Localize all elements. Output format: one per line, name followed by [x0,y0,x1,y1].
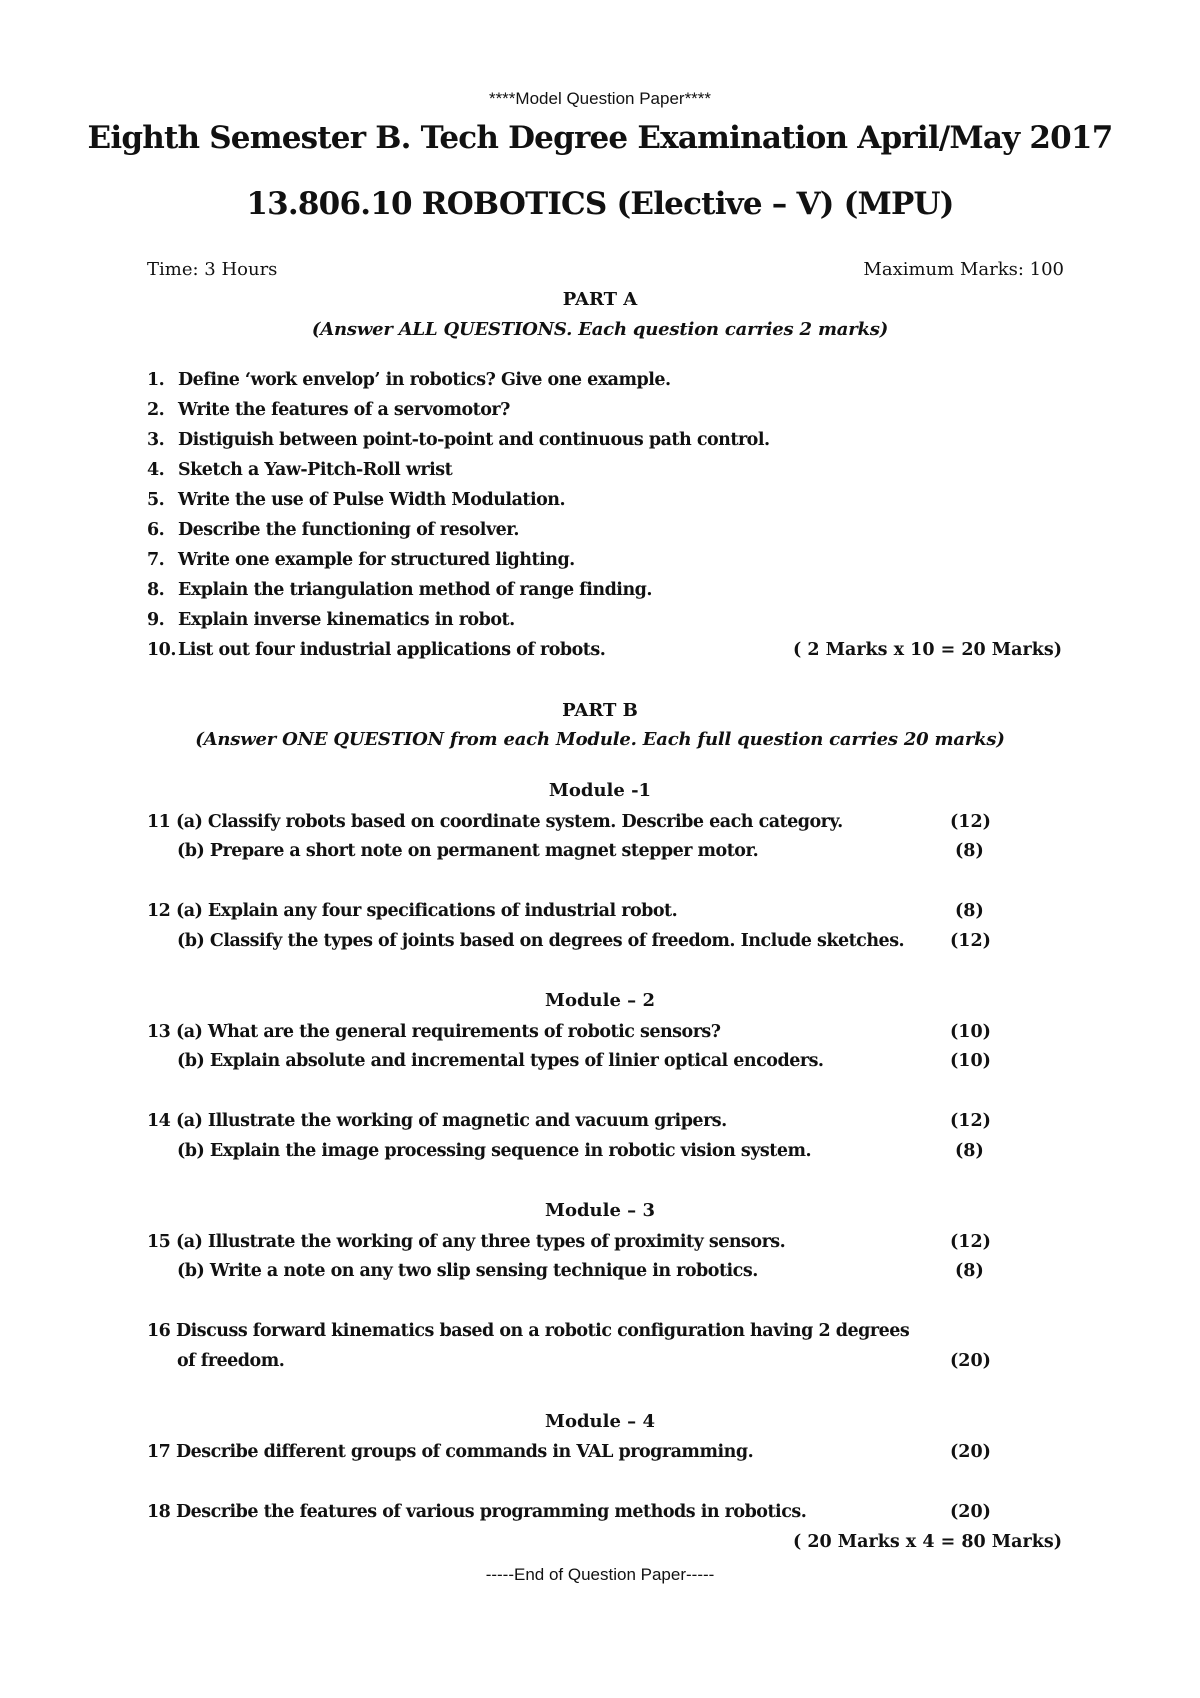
question-line: (b) Prepare a short note on permanent magnet stepper motor. [177,841,759,861]
question-line: (b) Write a note on any two slip sensing technique in robotics. [177,1261,758,1281]
question-line: (b) Explain absolute and incremental types of linier optical encoders. [177,1051,824,1071]
question-number: 1. [147,370,165,390]
question-line: 11 (a) Classify robots based on coordinate system. Describe each category. [147,812,843,832]
part-b-total-marks: ( 20 Marks x 4 = 80 Marks) [792,1532,1062,1552]
question-line: 14 (a) Illustrate the working of magnetic and vacuum gripers. [147,1111,727,1131]
part-a-question [147,430,770,450]
question-line: 12 (a) Explain any four specifications of industrial robot. [147,901,678,921]
question-text: Explain the triangulation method of range finding. [178,580,653,600]
course-title: 13.806.10 ROBOTICS (Elective – V) (MPU) [246,186,954,222]
part-a-question [147,580,652,600]
question-marks: (20) [950,1351,991,1371]
question-line: (b) Explain the image processing sequence in robotic vision system. [177,1141,812,1161]
question-line: 13 (a) What are the general requirements of robotic sensors? [147,1022,721,1042]
question-line: 17 Describe different groups of commands in VAL programming. [147,1442,754,1462]
question-marks: (10) [950,1051,991,1071]
question-text: List out four industrial applications of robots. [178,640,606,660]
question-line: 18 Describe the features of various programming methods in robotics. [147,1502,807,1522]
question-number: 3. [147,430,165,450]
module-heading: Module -1 [548,780,652,801]
part-a-question [147,550,575,570]
question-text: Describe the functioning of resolver. [178,520,519,540]
part-a-question [147,640,605,660]
question-text: Define ‘work envelop’ in robotics? Give one example. [178,370,671,390]
part-a-heading: PART A [562,289,638,310]
question-number: 9. [147,610,165,630]
module-heading: Module – 3 [545,1200,655,1221]
part-a-question [147,490,565,510]
question-marks: (8) [955,1261,984,1281]
question-marks: (12) [950,1232,991,1252]
question-number: 8. [147,580,165,600]
end-of-paper-footer: -----End of Question Paper----- [485,1565,715,1584]
question-text: Sketch a Yaw-Pitch-Roll wrist [178,460,453,480]
question-marks: (20) [950,1442,991,1462]
question-marks: (10) [950,1022,991,1042]
question-marks: (12) [950,812,991,832]
question-line: (b) Classify the types of joints based on degrees of freedom. Include sketches. [177,931,905,951]
question-text: Distiguish between point-to-point and continuous path control. [178,430,770,450]
question-line: 15 (a) Illustrate the working of any three types of proximity sensors. [147,1232,786,1252]
question-marks: (8) [955,1141,984,1161]
question-marks: (20) [950,1502,991,1522]
question-number: 10. [147,640,176,660]
question-line: of freedom. [177,1351,285,1371]
part-a-question [147,370,671,390]
question-marks: (12) [950,931,991,951]
part-a-question [147,610,515,630]
question-number: 2. [147,400,165,420]
part-b-instruction: (Answer ONE QUESTION from each Module. Each full question carries 20 marks) [195,729,1005,750]
question-text: Explain inverse kinematics in robot. [178,610,515,630]
question-number: 5. [147,490,165,510]
question-number: 6. [147,520,165,540]
time-label: Time: 3 Hours [147,259,278,280]
model-paper-banner: ****Model Question Paper**** [488,89,712,108]
exam-title: Eighth Semester B. Tech Degree Examination April/May 2017 [87,120,1113,156]
question-number: 7. [147,550,165,570]
question-marks: (8) [955,901,984,921]
question-marks: (8) [955,841,984,861]
question-text: Write the use of Pulse Width Modulation. [178,490,566,510]
module-heading: Module – 4 [545,1411,655,1432]
module-heading: Module – 2 [545,990,655,1011]
part-a-question [147,400,510,420]
part-a-question [147,520,519,540]
part-b-heading: PART B [562,700,638,721]
question-line: 16 Discuss forward kinematics based on a robotic configuration having 2 degrees [147,1321,910,1341]
question-text: Write one example for structured lighting. [178,550,575,570]
max-marks-label: Maximum Marks: 100 [863,259,1064,280]
part-a-total-marks: ( 2 Marks x 10 = 20 Marks) [792,640,1062,660]
part-a-question [147,460,452,480]
question-text: Write the features of a servomotor? [178,400,510,420]
question-marks: (12) [950,1111,991,1131]
part-a-instruction: (Answer ALL QUESTIONS. Each question carries 2 marks) [311,319,889,340]
question-number: 4. [147,460,165,480]
